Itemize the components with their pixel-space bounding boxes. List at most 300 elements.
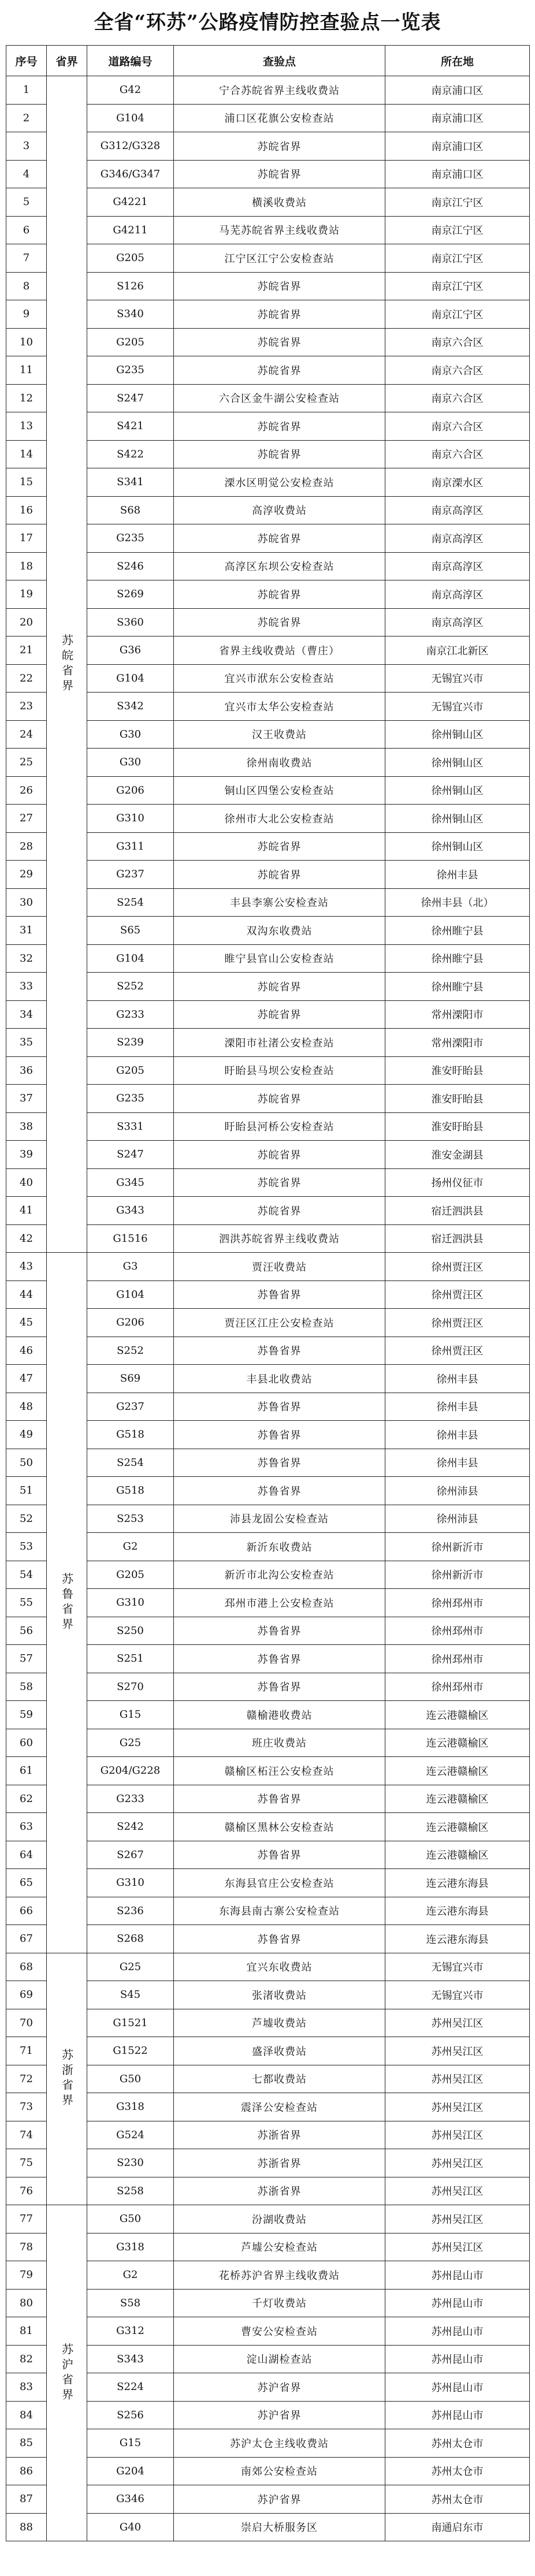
row-seq: 50: [6, 1449, 47, 1477]
row-checkpoint: 苏皖省界: [174, 832, 385, 861]
row-location: 苏州昆山市: [385, 2317, 530, 2346]
table-row: [6, 1953, 530, 1981]
row-road: G3: [87, 1253, 174, 1281]
row-location: 南京江宁区: [385, 272, 530, 300]
row-checkpoint: 苏皖省界: [174, 1197, 385, 1225]
row-checkpoint: 赣榆区柘汪公安检查站: [174, 1757, 385, 1785]
row-checkpoint: 苏沪省界: [174, 2401, 385, 2429]
row-road: S421: [87, 412, 174, 441]
row-checkpoint: 苏皖省界: [174, 300, 385, 329]
row-checkpoint: 苏皖省界: [174, 1000, 385, 1029]
row-road: G235: [87, 1085, 174, 1113]
row-checkpoint: 七都收费站: [174, 2065, 385, 2093]
row-checkpoint: 班庄收费站: [174, 1729, 385, 1757]
row-checkpoint: 苏皖省界: [174, 1168, 385, 1197]
row-seq: 68: [6, 1953, 47, 1981]
row-checkpoint: 南郊公安检查站: [174, 2457, 385, 2485]
header-location: 所在地: [385, 46, 530, 76]
row-road: G50: [87, 2205, 174, 2233]
row-checkpoint: 苏沪省界: [174, 2485, 385, 2514]
row-road: S341: [87, 468, 174, 497]
row-road: G235: [87, 356, 174, 385]
row-road: S58: [87, 2289, 174, 2317]
row-seq: 85: [6, 2429, 47, 2458]
row-road: S360: [87, 608, 174, 636]
row-location: 徐州铜山区: [385, 776, 530, 805]
row-checkpoint: 苏鲁省界: [174, 1280, 385, 1309]
row-road: G30: [87, 749, 174, 777]
row-checkpoint: 苏鲁省界: [174, 1393, 385, 1421]
row-road: S224: [87, 2373, 174, 2402]
row-checkpoint: 苏皖省界: [174, 412, 385, 441]
row-road: S242: [87, 1813, 174, 1841]
row-road: G205: [87, 328, 174, 356]
region-cell: 苏浙省界: [47, 1953, 87, 2205]
row-checkpoint: 苏皖省界: [174, 440, 385, 468]
row-checkpoint: 汾湖收费站: [174, 2205, 385, 2233]
row-seq: 87: [6, 2485, 47, 2514]
row-location: 常州溧阳市: [385, 1000, 530, 1029]
row-checkpoint: 苏浙省界: [174, 2149, 385, 2177]
row-location: 南京高淳区: [385, 580, 530, 609]
row-seq: 65: [6, 1869, 47, 1897]
row-checkpoint: 苏皖省界: [174, 524, 385, 553]
row-road: G2: [87, 2261, 174, 2290]
row-checkpoint: 睢宁县官山公安检查站: [174, 944, 385, 973]
row-checkpoint: 苏皖省界: [174, 1085, 385, 1113]
row-seq: 67: [6, 1925, 47, 1953]
row-seq: 1: [6, 76, 47, 105]
row-seq: 60: [6, 1729, 47, 1757]
row-seq: 4: [6, 160, 47, 188]
row-checkpoint: 崇启大桥服务区: [174, 2513, 385, 2541]
row-seq: 23: [6, 693, 47, 721]
row-location: 苏州吴江区: [385, 2205, 530, 2233]
row-road: G2: [87, 1533, 174, 1561]
row-checkpoint: 苏鲁省界: [174, 1337, 385, 1365]
row-seq: 83: [6, 2373, 47, 2402]
row-checkpoint: 苏浙省界: [174, 2177, 385, 2205]
row-location: 徐州丰县（北）: [385, 888, 530, 917]
row-checkpoint: 苏鲁省界: [174, 1645, 385, 1673]
row-checkpoint: 溧水区明觉公安检查站: [174, 468, 385, 497]
row-location: 徐州睢宁县: [385, 917, 530, 945]
row-seq: 70: [6, 2009, 47, 2037]
row-location: 徐州铜山区: [385, 749, 530, 777]
row-checkpoint: 溧阳市社渚公安检查站: [174, 1029, 385, 1057]
row-road: S247: [87, 384, 174, 412]
row-seq: 84: [6, 2401, 47, 2429]
row-checkpoint: 芦墟公安检查站: [174, 2233, 385, 2261]
row-location: 徐州铜山区: [385, 832, 530, 861]
row-location: 淮安金湖县: [385, 1141, 530, 1169]
row-location: 徐州邳州市: [385, 1589, 530, 1617]
row-seq: 58: [6, 1673, 47, 1701]
row-checkpoint: 苏鲁省界: [174, 1617, 385, 1645]
row-seq: 53: [6, 1533, 47, 1561]
header-road: 道路编号: [87, 46, 174, 76]
row-seq: 45: [6, 1309, 47, 1337]
row-checkpoint: 苏鲁省界: [174, 1449, 385, 1477]
row-location: 淮安盱眙县: [385, 1112, 530, 1141]
row-checkpoint: 盱眙县马坝公安检查站: [174, 1056, 385, 1085]
row-location: 徐州铜山区: [385, 805, 530, 833]
table-header-row: [6, 46, 530, 76]
row-seq: 75: [6, 2149, 47, 2177]
row-road: S236: [87, 1897, 174, 1925]
row-seq: 41: [6, 1197, 47, 1225]
row-location: 徐州贾汪区: [385, 1253, 530, 1281]
row-road: S251: [87, 1645, 174, 1673]
row-road: G518: [87, 1477, 174, 1505]
row-seq: 86: [6, 2457, 47, 2485]
row-checkpoint: 苏皖省界: [174, 132, 385, 161]
row-seq: 29: [6, 861, 47, 889]
row-checkpoint: 宁合苏皖省界主线收费站: [174, 76, 385, 105]
row-seq: 39: [6, 1141, 47, 1169]
table-body: [6, 76, 530, 2541]
row-location: 南京浦口区: [385, 104, 530, 132]
row-seq: 51: [6, 1477, 47, 1505]
row-seq: 79: [6, 2261, 47, 2290]
row-seq: 15: [6, 468, 47, 497]
row-road: G1521: [87, 2009, 174, 2037]
table-row: [6, 76, 530, 105]
row-road: G345: [87, 1168, 174, 1197]
row-location: 南京六合区: [385, 356, 530, 385]
row-location: 南京溧水区: [385, 468, 530, 497]
row-road: G104: [87, 1280, 174, 1309]
header-seq: 序号: [6, 46, 47, 76]
row-checkpoint: 苏鲁省界: [174, 1925, 385, 1953]
row-checkpoint: 苏鲁省界: [174, 1421, 385, 1449]
row-seq: 43: [6, 1253, 47, 1281]
row-location: 苏州吴江区: [385, 2093, 530, 2121]
row-seq: 16: [6, 496, 47, 524]
row-road: G104: [87, 104, 174, 132]
row-checkpoint: 江宁区江宁公安检查站: [174, 244, 385, 273]
row-seq: 77: [6, 2205, 47, 2233]
row-location: 苏州昆山市: [385, 2401, 530, 2429]
row-road: G233: [87, 1785, 174, 1813]
row-location: 徐州丰县: [385, 861, 530, 889]
row-checkpoint: 千灯收费站: [174, 2289, 385, 2317]
row-road: G312/G328: [87, 132, 174, 161]
row-checkpoint: 赣榆区黑林公安检查站: [174, 1813, 385, 1841]
row-checkpoint: 丰县北收费站: [174, 1365, 385, 1393]
row-location: 无锡宜兴市: [385, 664, 530, 693]
row-location: 连云港东海县: [385, 1925, 530, 1953]
row-location: 南京六合区: [385, 412, 530, 441]
row-location: 徐州丰县: [385, 1393, 530, 1421]
row-location: 连云港赣榆区: [385, 1701, 530, 1729]
row-seq: 27: [6, 805, 47, 833]
row-seq: 52: [6, 1505, 47, 1533]
row-seq: 81: [6, 2317, 47, 2346]
row-checkpoint: 盱眙县河桥公安检查站: [174, 1112, 385, 1141]
row-checkpoint: 徐州市大北公安检查站: [174, 805, 385, 833]
row-seq: 10: [6, 328, 47, 356]
row-road: G30: [87, 720, 174, 749]
row-seq: 30: [6, 888, 47, 917]
row-location: 淮安盱眙县: [385, 1085, 530, 1113]
row-road: G1516: [87, 1224, 174, 1253]
row-location: 苏州吴江区: [385, 2009, 530, 2037]
row-seq: 76: [6, 2177, 47, 2205]
row-road: S254: [87, 888, 174, 917]
row-road: S258: [87, 2177, 174, 2205]
row-checkpoint: 东海县南古寨公安检查站: [174, 1897, 385, 1925]
row-road: G104: [87, 944, 174, 973]
row-road: G318: [87, 2233, 174, 2261]
row-location: 徐州邳州市: [385, 1645, 530, 1673]
row-checkpoint: 邳州市港上公安检查站: [174, 1589, 385, 1617]
row-road: S250: [87, 1617, 174, 1645]
row-location: 徐州沛县: [385, 1505, 530, 1533]
row-location: 无锡宜兴市: [385, 1953, 530, 1981]
row-location: 苏州吴江区: [385, 2065, 530, 2093]
row-location: 南通启东市: [385, 2513, 530, 2541]
row-road: S239: [87, 1029, 174, 1057]
row-checkpoint: 马芜苏皖省界主线收费站: [174, 216, 385, 244]
row-road: S230: [87, 2149, 174, 2177]
row-location: 南京江宁区: [385, 244, 530, 273]
row-seq: 46: [6, 1337, 47, 1365]
row-location: 宿迁泗洪县: [385, 1197, 530, 1225]
row-road: S331: [87, 1112, 174, 1141]
row-location: 苏州昆山市: [385, 2373, 530, 2402]
row-seq: 48: [6, 1393, 47, 1421]
row-location: 苏州吴江区: [385, 2149, 530, 2177]
row-road: G233: [87, 1000, 174, 1029]
row-road: G40: [87, 2513, 174, 2541]
row-location: 徐州贾汪区: [385, 1337, 530, 1365]
row-checkpoint: 苏皖省界: [174, 608, 385, 636]
row-road: G237: [87, 1393, 174, 1421]
row-location: 苏州吴江区: [385, 2233, 530, 2261]
region-cell: 苏鲁省界: [47, 1253, 87, 1953]
row-seq: 20: [6, 608, 47, 636]
row-road: G524: [87, 2121, 174, 2149]
row-checkpoint: 丰县李寨公安检查站: [174, 888, 385, 917]
row-checkpoint: 新沂东收费站: [174, 1533, 385, 1561]
table-row: [6, 2205, 530, 2233]
page-title: 全省“环苏”公路疫情防控查验点一览表: [94, 11, 441, 34]
row-location: 徐州贾汪区: [385, 1280, 530, 1309]
row-seq: 49: [6, 1421, 47, 1449]
row-seq: 17: [6, 524, 47, 553]
row-road: G205: [87, 244, 174, 273]
row-road: G343: [87, 1197, 174, 1225]
row-location: 南京江宁区: [385, 188, 530, 217]
row-checkpoint: 苏皖省界: [174, 356, 385, 385]
row-road: G206: [87, 1309, 174, 1337]
row-seq: 62: [6, 1785, 47, 1813]
row-seq: 59: [6, 1701, 47, 1729]
row-checkpoint: 盛泽收费站: [174, 2037, 385, 2065]
row-location: 连云港东海县: [385, 1869, 530, 1897]
row-location: 连云港赣榆区: [385, 1757, 530, 1785]
row-seq: 66: [6, 1897, 47, 1925]
row-location: 南京高淳区: [385, 608, 530, 636]
row-seq: 31: [6, 917, 47, 945]
row-road: S256: [87, 2401, 174, 2429]
row-checkpoint: 苏鲁省界: [174, 1785, 385, 1813]
row-checkpoint: 泗洪苏皖省界主线收费站: [174, 1224, 385, 1253]
row-road: G237: [87, 861, 174, 889]
row-checkpoint: 花桥苏沪省界主线收费站: [174, 2261, 385, 2290]
row-seq: 54: [6, 1561, 47, 1589]
row-seq: 12: [6, 384, 47, 412]
row-location: 南京高淳区: [385, 496, 530, 524]
row-checkpoint: 震泽公安检查站: [174, 2093, 385, 2121]
row-checkpoint: 贾汪收费站: [174, 1253, 385, 1281]
row-checkpoint: 苏皖省界: [174, 973, 385, 1001]
row-seq: 42: [6, 1224, 47, 1253]
row-seq: 64: [6, 1841, 47, 1869]
row-checkpoint: 贾汪区江庄公安检查站: [174, 1309, 385, 1337]
row-road: G15: [87, 2429, 174, 2458]
row-road: G36: [87, 636, 174, 665]
row-seq: 11: [6, 356, 47, 385]
row-checkpoint: 苏鲁省界: [174, 1673, 385, 1701]
row-checkpoint: 苏沪省界: [174, 2373, 385, 2402]
row-location: 徐州贾汪区: [385, 1309, 530, 1337]
row-location: 连云港赣榆区: [385, 1785, 530, 1813]
row-location: 南京高淳区: [385, 552, 530, 580]
row-seq: 19: [6, 580, 47, 609]
row-road: S342: [87, 693, 174, 721]
row-road: G310: [87, 805, 174, 833]
region-cell: 苏皖省界: [47, 76, 87, 1253]
row-location: 淮安盱眙县: [385, 1056, 530, 1085]
row-location: 南京六合区: [385, 384, 530, 412]
row-road: S270: [87, 1673, 174, 1701]
row-road: S343: [87, 2345, 174, 2373]
row-seq: 56: [6, 1617, 47, 1645]
row-road: G104: [87, 664, 174, 693]
row-checkpoint: 苏皖省界: [174, 861, 385, 889]
row-checkpoint: 芦墟收费站: [174, 2009, 385, 2037]
row-seq: 44: [6, 1280, 47, 1309]
row-location: 无锡宜兴市: [385, 693, 530, 721]
row-location: 连云港赣榆区: [385, 1729, 530, 1757]
region-cell: 苏沪省界: [47, 2205, 87, 2541]
row-location: 连云港东海县: [385, 1897, 530, 1925]
row-checkpoint: 浦口区花旗公安检查站: [174, 104, 385, 132]
row-location: 徐州沛县: [385, 1477, 530, 1505]
row-location: 南京浦口区: [385, 160, 530, 188]
row-location: 南京浦口区: [385, 76, 530, 105]
row-checkpoint: 苏皖省界: [174, 1141, 385, 1169]
row-location: 苏州昆山市: [385, 2345, 530, 2373]
row-road: G4211: [87, 216, 174, 244]
row-seq: 80: [6, 2289, 47, 2317]
row-location: 苏州太仓市: [385, 2485, 530, 2514]
row-road: S340: [87, 300, 174, 329]
row-seq: 82: [6, 2345, 47, 2373]
row-checkpoint: 苏浙省界: [174, 2121, 385, 2149]
row-checkpoint: 六合区金牛湖公安检查站: [174, 384, 385, 412]
row-seq: 26: [6, 776, 47, 805]
row-road: G310: [87, 1869, 174, 1897]
row-road: S246: [87, 552, 174, 580]
row-checkpoint: 赣榆港收费站: [174, 1701, 385, 1729]
row-seq: 34: [6, 1000, 47, 1029]
row-checkpoint: 横溪收费站: [174, 188, 385, 217]
row-road: G346: [87, 2485, 174, 2514]
row-seq: 18: [6, 552, 47, 580]
row-location: 苏州太仓市: [385, 2457, 530, 2485]
row-seq: 47: [6, 1365, 47, 1393]
row-location: 徐州邳州市: [385, 1617, 530, 1645]
row-location: 徐州丰县: [385, 1449, 530, 1477]
row-location: 南京六合区: [385, 328, 530, 356]
row-location: 连云港赣榆区: [385, 1841, 530, 1869]
row-location: 南京六合区: [385, 440, 530, 468]
row-road: S268: [87, 1925, 174, 1953]
row-road: G204/G228: [87, 1757, 174, 1785]
row-seq: 21: [6, 636, 47, 665]
row-road: S65: [87, 917, 174, 945]
row-checkpoint: 苏皖省界: [174, 160, 385, 188]
row-road: S252: [87, 1337, 174, 1365]
row-seq: 9: [6, 300, 47, 329]
row-seq: 69: [6, 1981, 47, 2009]
row-checkpoint: 宜兴市太华公安检查站: [174, 693, 385, 721]
row-checkpoint: 苏皖省界: [174, 272, 385, 300]
row-road: G310: [87, 1589, 174, 1617]
row-seq: 40: [6, 1168, 47, 1197]
row-seq: 38: [6, 1112, 47, 1141]
header-checkpoint: 查验点: [174, 46, 385, 76]
row-seq: 22: [6, 664, 47, 693]
row-seq: 13: [6, 412, 47, 441]
row-road: S126: [87, 272, 174, 300]
row-seq: 8: [6, 272, 47, 300]
row-road: S253: [87, 1505, 174, 1533]
row-road: G15: [87, 1701, 174, 1729]
row-seq: 35: [6, 1029, 47, 1057]
row-checkpoint: 苏皖省界: [174, 328, 385, 356]
row-seq: 3: [6, 132, 47, 161]
row-seq: 55: [6, 1589, 47, 1617]
row-road: S269: [87, 580, 174, 609]
row-location: 扬州仪征市: [385, 1168, 530, 1197]
row-checkpoint: 新沂市北沟公安检查站: [174, 1561, 385, 1589]
row-checkpoint: 双沟东收费站: [174, 917, 385, 945]
row-checkpoint: 铜山区四堡公安检查站: [174, 776, 385, 805]
row-checkpoint: 宜兴市洑东公安检查站: [174, 664, 385, 693]
row-seq: 78: [6, 2233, 47, 2261]
row-seq: 63: [6, 1813, 47, 1841]
row-road: S252: [87, 973, 174, 1001]
row-checkpoint: 苏沪太仓主线收费站: [174, 2429, 385, 2458]
row-road: G204: [87, 2457, 174, 2485]
row-checkpoint: 沛县龙固公安检查站: [174, 1505, 385, 1533]
row-location: 徐州丰县: [385, 1365, 530, 1393]
header-border: 省界: [47, 46, 87, 76]
row-road: S69: [87, 1365, 174, 1393]
row-road: G312: [87, 2317, 174, 2346]
row-seq: 14: [6, 440, 47, 468]
row-seq: 28: [6, 832, 47, 861]
row-checkpoint: 高淳收费站: [174, 496, 385, 524]
row-road: G518: [87, 1421, 174, 1449]
row-road: G4221: [87, 188, 174, 217]
row-seq: 36: [6, 1056, 47, 1085]
row-road: S247: [87, 1141, 174, 1169]
